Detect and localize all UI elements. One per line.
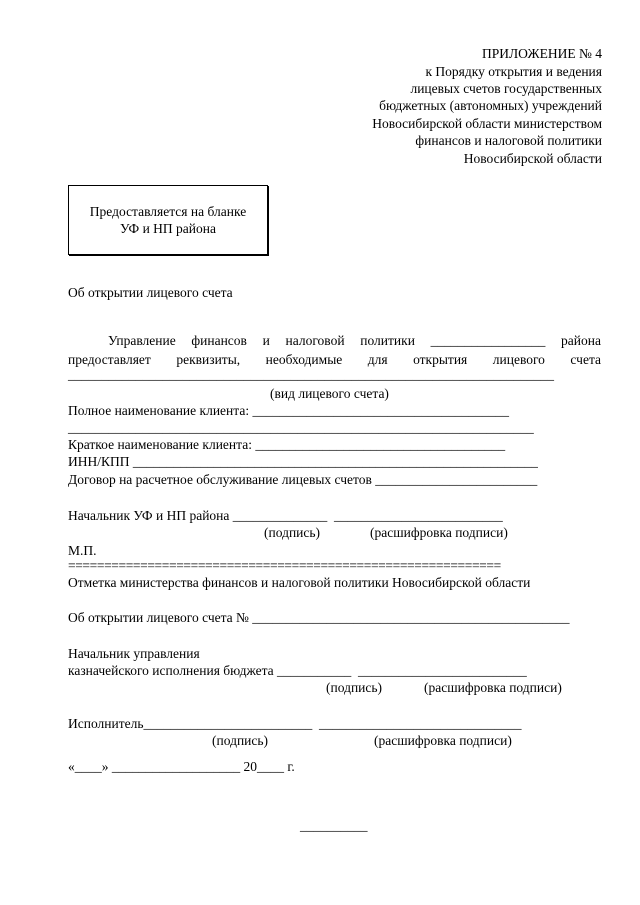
contract-field: Договор на расчетное обслуживание лицевых счетов ________________________ xyxy=(68,472,538,487)
treasury-head-title: Начальник управления xyxy=(68,646,200,661)
short-name-field: Краткое наименование клиента: _____________________________________ xyxy=(68,437,506,452)
appendix-line-6: Новосибирской области xyxy=(463,151,602,166)
treasury-head-signature-line: казначейского исполнения бюджета ___________ _________________________ xyxy=(68,663,527,678)
head-decode-caption: (расшифровка подписи) xyxy=(370,525,508,540)
appendix-title: ПРИЛОЖЕНИЕ № 4 xyxy=(481,46,602,61)
footer-rule: __________ xyxy=(300,818,368,833)
seal-mark: М.П. xyxy=(68,543,97,558)
ministry-mark-title: Отметка министерства финансов и налоговой политики Новосибирской области xyxy=(68,575,531,590)
appendix-line-1: к Порядку открытия и ведения xyxy=(425,64,602,79)
head-signature-line: Начальник УФ и НП района ______________ _________________________ xyxy=(68,508,503,523)
executor-decode-caption: (расшифровка подписи) xyxy=(374,733,512,748)
appendix-line-5: финансов и налоговой политики xyxy=(415,133,602,148)
separator-line: ============================================================ xyxy=(68,558,501,573)
full-name-continuation: _____________________________________________________________________ xyxy=(68,420,534,435)
date-line: «____» ___________________ 20____ г. xyxy=(68,759,295,774)
appendix-line-2: лицевых счетов государственных xyxy=(410,81,602,96)
treasury-signature-caption: (подпись) xyxy=(326,680,383,695)
account-number-field: Об открытии лицевого счета № _______________________________________________ xyxy=(68,610,570,625)
letterhead-line-2: УФ и НП района xyxy=(119,221,216,236)
executor-line: Исполнитель_________________________ ______________________________ xyxy=(68,716,522,731)
appendix-line-3: бюджетных (автономных) учреждений xyxy=(379,98,602,113)
letterhead-line-1: Предоставляется на бланке xyxy=(89,204,247,219)
letterhead-box xyxy=(68,185,268,255)
executor-signature-caption: (подпись) xyxy=(212,733,269,748)
account-type-caption: (вид лицевого счета) xyxy=(270,386,389,401)
head-signature-caption: (подпись) xyxy=(264,525,321,540)
body-para-line-2: предоставляет реквизиты, необходимые для открытия лицевого счета xyxy=(68,352,601,367)
appendix-line-4: Новосибирской области министерством xyxy=(372,116,602,131)
full-name-field: Полное наименование клиента: ______________________________________ xyxy=(68,403,509,418)
account-type-blank: ________________________________________________________________________ xyxy=(68,367,554,382)
subject-line: Об открытии лицевого счета xyxy=(68,285,233,300)
inn-kpp-field: ИНН/КПП ____________________________________________________________ xyxy=(68,454,538,469)
treasury-decode-caption: (расшифровка подписи) xyxy=(424,680,562,695)
body-para-line-1: Управление финансов и налоговой политики _________________ района xyxy=(108,333,601,348)
